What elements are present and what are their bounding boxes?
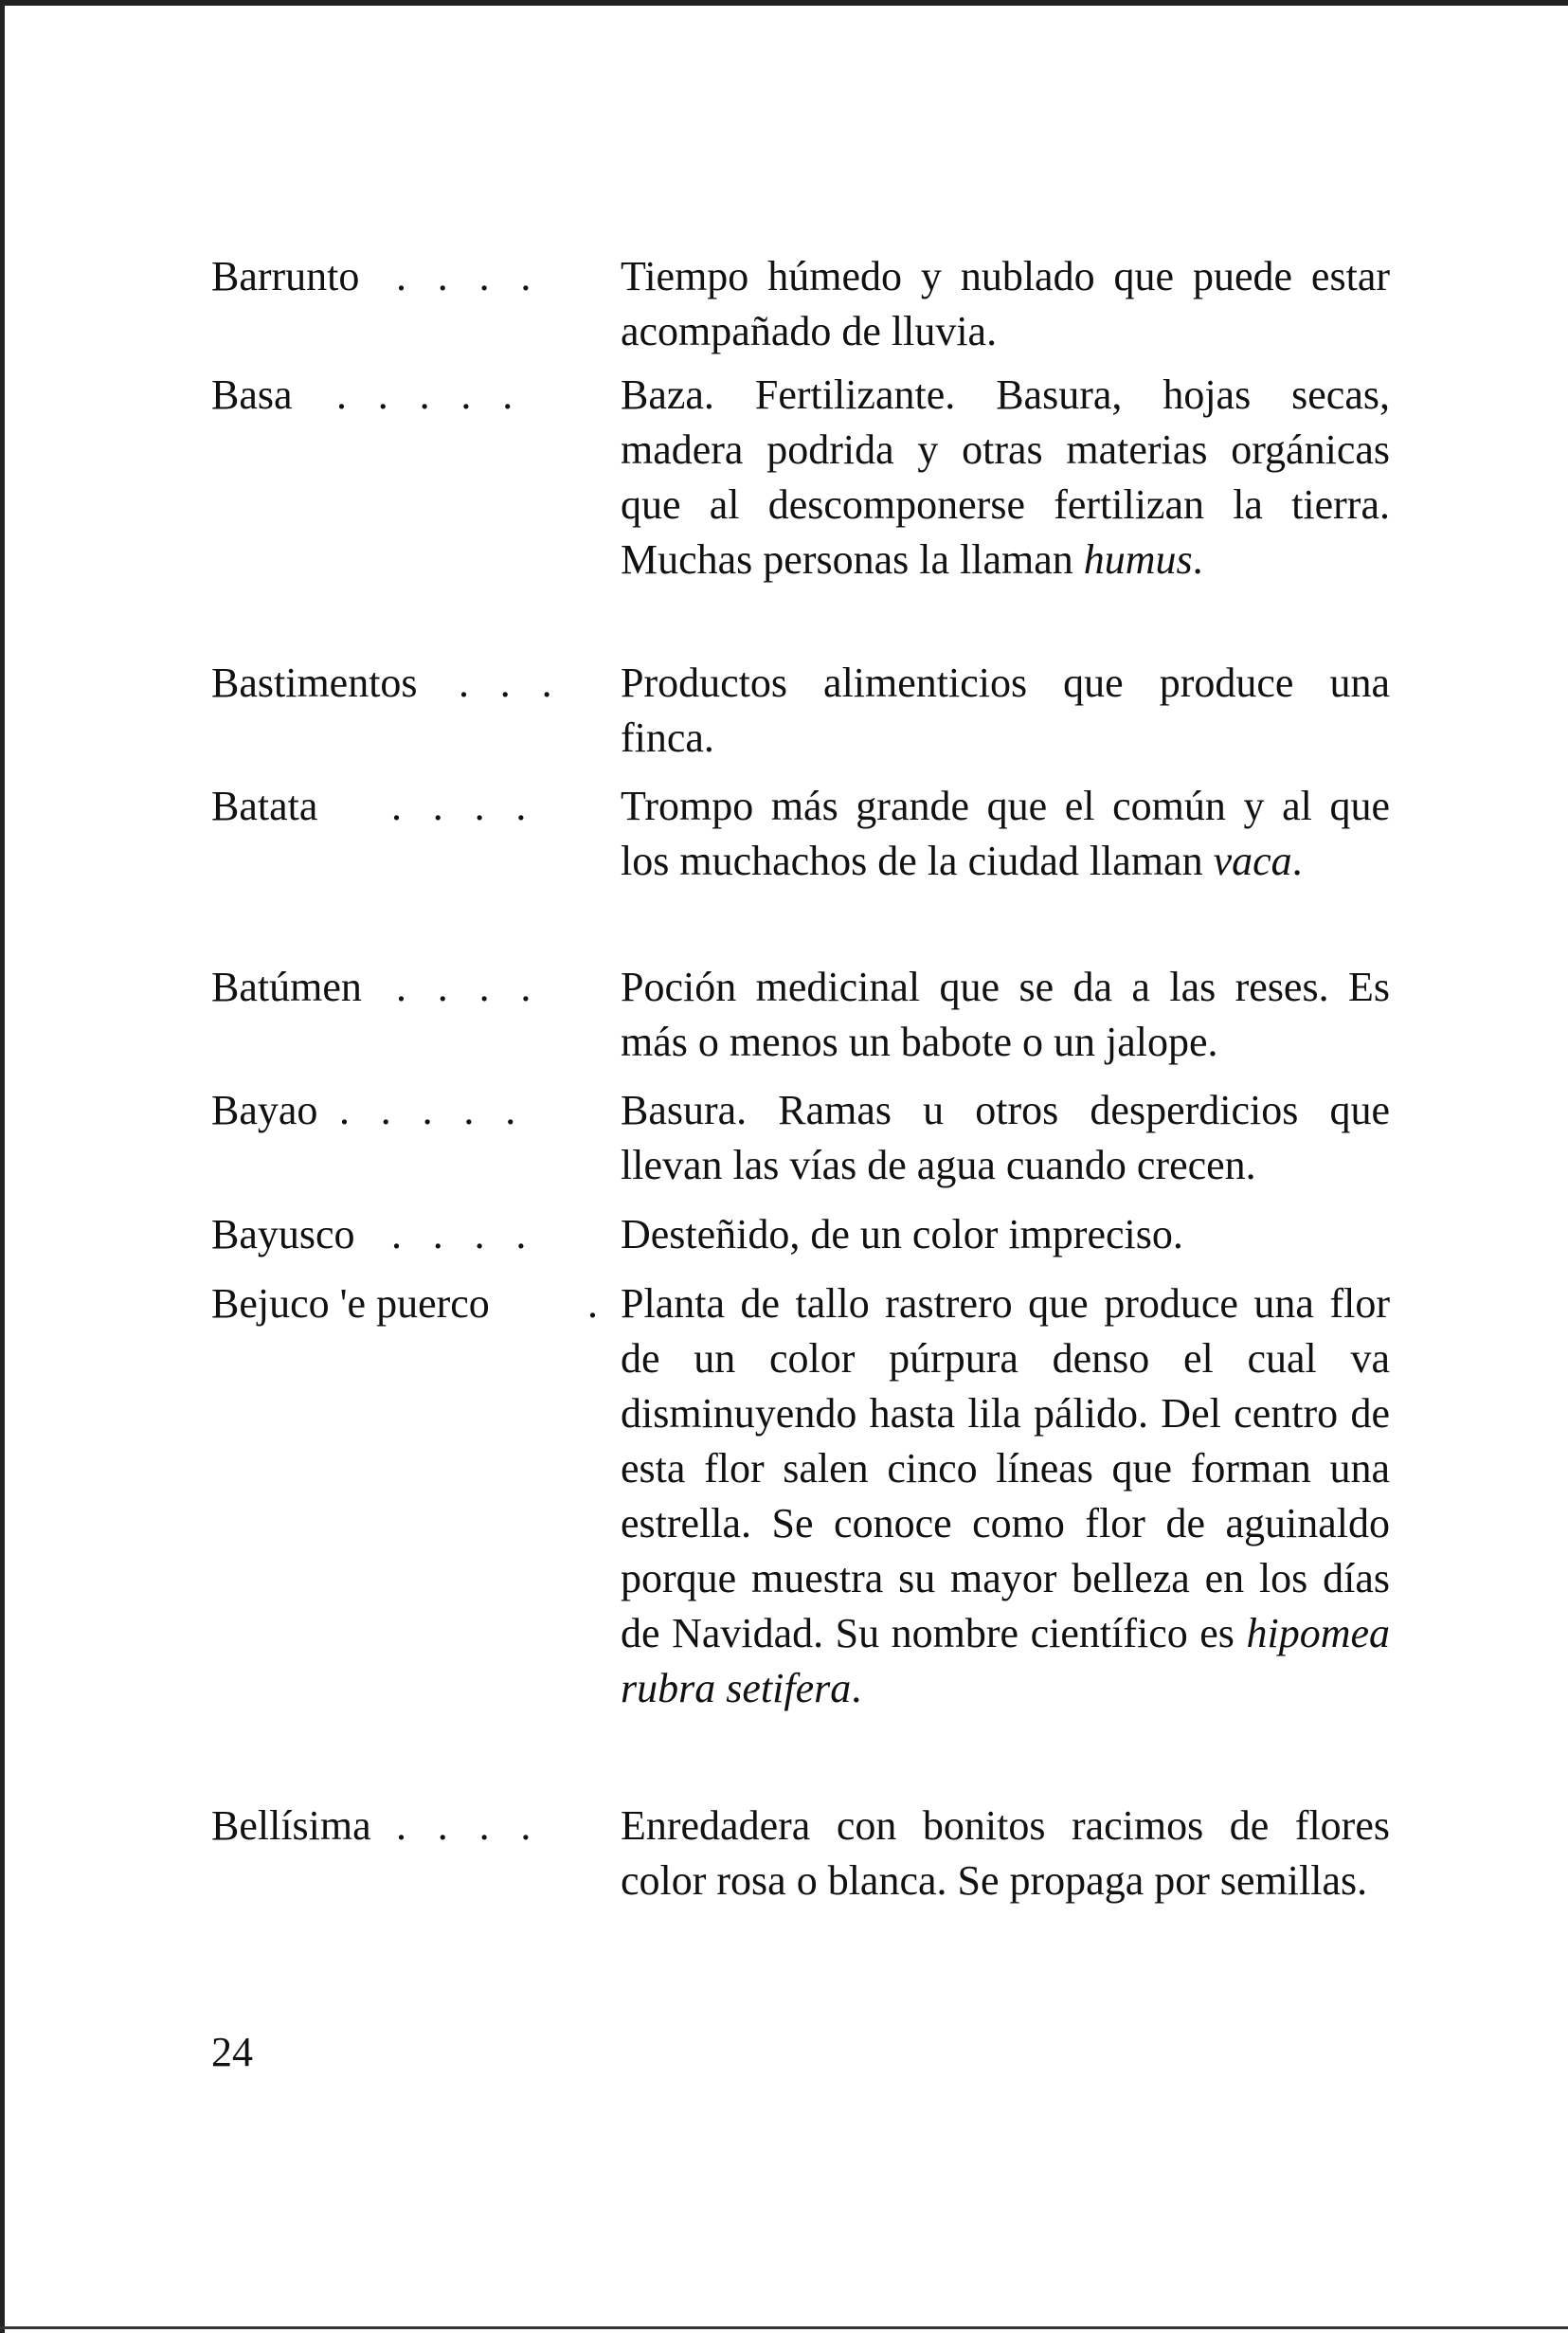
dot-leader: . . . .	[396, 1802, 543, 1849]
entry-definition: Poción medicinal que se da a las reses. Es más o menos un babote o un jalope.	[621, 964, 1390, 1065]
dot-leader: . . . . .	[339, 1087, 528, 1133]
entry-definition: Trompo más grande que el común y al que los muchachos de la ciudad llaman vaca.	[621, 783, 1390, 884]
dot-leader: . . . .	[391, 783, 538, 829]
page-number: 24	[211, 2029, 253, 2075]
entry-term: Batúmen	[211, 964, 362, 1010]
entry-definition: Productos alimenticios que produce una finca.	[621, 660, 1390, 761]
entry-term: Bejuco 'e puerco	[211, 1280, 490, 1327]
dot-leader: . . . . .	[336, 371, 525, 418]
dot-leader: . . .	[459, 660, 564, 706]
entry-term: Bayusco	[211, 1211, 355, 1257]
entry-term: Basa	[211, 371, 293, 418]
page-edge-bottom	[0, 2326, 1568, 2329]
entry-definition: Tiempo húmedo y nublado que puede estar acompañado de lluvia.	[621, 253, 1390, 354]
entry-term: Bellísima	[211, 1802, 371, 1849]
page-edge-top	[0, 0, 1568, 6]
entry-definition: Desteñido, de un color impreciso.	[621, 1211, 1183, 1257]
dot-leader: .	[587, 1280, 609, 1327]
entry-term: Barrunto	[211, 253, 360, 299]
entry-definition: Baza. Fertilizante. Basura, hojas secas, madera podrida y otras materias orgánicas que al descomponerse fertilizan la tierra. Muchas personas la llaman humus.	[621, 371, 1390, 583]
entry-term: Bastimentos	[211, 660, 418, 706]
entry-term: Bayao	[211, 1087, 318, 1133]
dot-leader: . . . .	[396, 964, 543, 1010]
page-edge-left	[0, 0, 5, 2333]
dot-leader: . . . .	[396, 253, 543, 299]
entry-definition: Enredadera con bonitos racimos de flores color rosa o blanca. Se propaga por semillas.	[621, 1802, 1390, 1904]
entry-definition: Planta de tallo rastrero que produce una flor de un color púrpura denso el cual va disminuyendo hasta lila pálido. Del centro de esta flor salen cinco líneas que forman una estrella. Se conoce como flor de aguinaldo porque muestra su mayor belleza en los días de Navidad. Su nombre científico es hipomea rubra setifera.	[621, 1280, 1390, 1711]
entry-definition: Basura. Ramas u otros desperdicios que llevan las vías de agua cuando crecen.	[621, 1087, 1390, 1188]
dot-leader: . . . .	[391, 1211, 538, 1257]
entry-term: Batata	[211, 783, 318, 829]
